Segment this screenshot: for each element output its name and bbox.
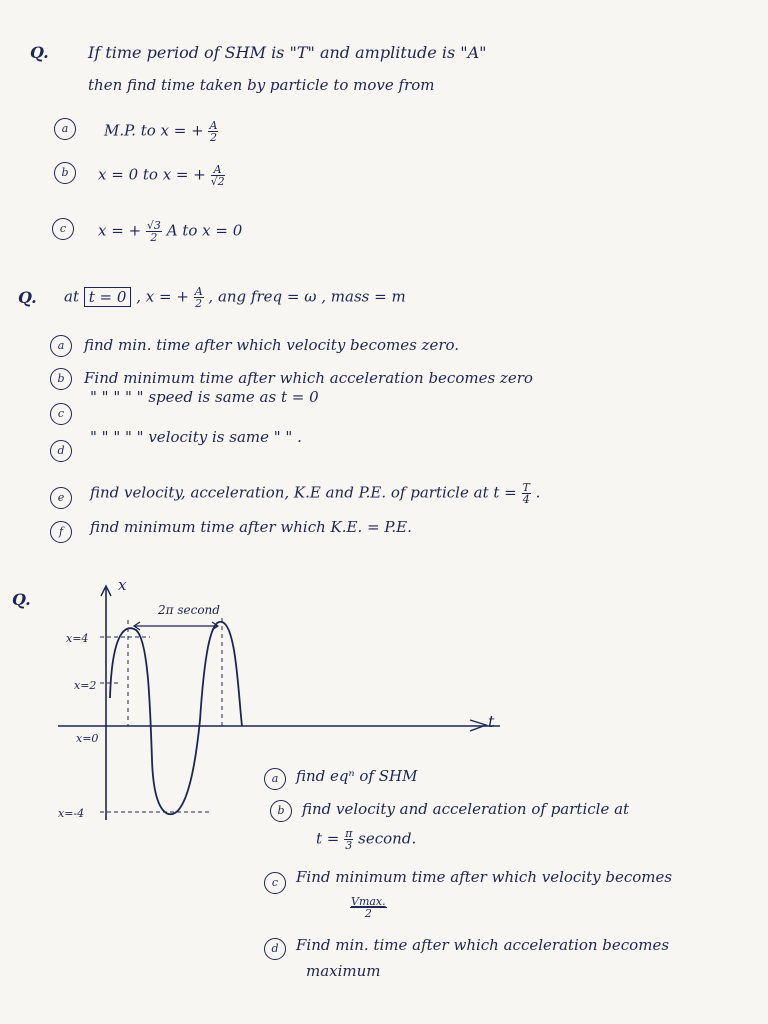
y-axis-label: x xyxy=(118,576,127,594)
q1-part-b-num: A xyxy=(211,164,225,176)
q1-part-c-den: 2 xyxy=(150,231,158,244)
q2-part-e-prefix: find velocity, acceleration, K.E and P.E. of particle at t = xyxy=(90,483,517,502)
q3-part-b-text: find velocity and acceleration of particle at xyxy=(302,800,630,818)
tick-label-x0: x=0 xyxy=(76,732,99,745)
q3-part-b-time xyxy=(316,828,416,851)
q3-part-a-text: find eqⁿ of SHM xyxy=(296,767,418,785)
q2-cond-pre: , x = + xyxy=(136,287,189,306)
q3-part-c-vmax xyxy=(350,896,387,919)
q2-cond-num: A xyxy=(194,285,203,298)
tick-label-x2: x=2 xyxy=(74,679,97,692)
q3-part-b-time-suffix: second. xyxy=(358,829,417,848)
q1-part-b-fraction xyxy=(211,164,225,187)
question-1-line-2: then find time taken by particle to move from xyxy=(88,76,435,94)
q2-part-a-label: a xyxy=(50,335,72,357)
q1-part-b-den: √2 xyxy=(210,175,225,188)
period-label: 2π second xyxy=(158,603,220,617)
question-2-condition xyxy=(64,286,406,309)
q2-part-e-den: 4 xyxy=(522,493,530,506)
q2-part-d-text: " " " " " velocity is same " " . xyxy=(90,428,302,446)
q2-boxed-t0: t = 0 xyxy=(84,287,132,307)
q1-part-a-den: 2 xyxy=(209,131,217,144)
q2-part-e-fraction xyxy=(522,482,531,505)
q1-part-c-num: √3 xyxy=(146,219,161,232)
q2-part-e-text xyxy=(90,482,540,505)
tick-label-x4: x=4 xyxy=(66,632,89,645)
q1-part-b-label: b xyxy=(54,162,76,184)
q2-cond-den: 2 xyxy=(195,297,203,310)
q3-part-c-den: 2 xyxy=(364,907,372,920)
q1-part-a-label: a xyxy=(54,118,76,140)
q2-part-c-text: " " " " " speed is same as t = 0 xyxy=(90,388,319,406)
q1-part-c-fraction xyxy=(146,220,162,243)
q2-part-b-label: b xyxy=(50,368,72,390)
q2-part-d-label: d xyxy=(50,440,72,462)
q3-part-b-time-prefix: t = xyxy=(316,829,340,848)
tick-label-xneg4: x=-4 xyxy=(58,807,85,820)
q3-part-c-text: Find minimum time after which velocity becomes xyxy=(296,868,673,886)
q1-part-a-prefix: M.P. to x = + xyxy=(104,121,204,140)
q3-part-c-label: c xyxy=(264,872,286,894)
q3-part-a-label: a xyxy=(264,768,286,790)
question-1-marker: Q. xyxy=(30,43,49,62)
q3-part-b-den: 3 xyxy=(345,839,353,852)
q2-part-e-suffix: . xyxy=(535,483,541,502)
q3-part-d-maximum: maximum xyxy=(306,962,381,980)
q3-part-d-text: Find min. time after which acceleration becomes xyxy=(296,936,670,954)
x-axis-label: t xyxy=(488,712,495,731)
q2-cond-post: , ang freq = ω , mass = m xyxy=(208,287,406,306)
q1-part-b-prefix: x = 0 to x = + xyxy=(98,165,206,184)
q1-part-c-label: c xyxy=(52,218,74,240)
q2-part-a-text: find min. time after which velocity becomes zero. xyxy=(84,336,460,354)
q1-part-c-suffix: A to x = 0 xyxy=(166,221,243,240)
q1-part-a-fraction xyxy=(208,120,218,143)
q1-part-b-text xyxy=(98,164,225,187)
q1-part-c-text xyxy=(98,220,242,243)
q2-part-e-label: e xyxy=(50,487,72,509)
q1-part-a-num: A xyxy=(209,119,218,132)
q2-cond-fraction xyxy=(194,286,204,309)
q2-part-f-text: find minimum time after which K.E. = P.E. xyxy=(90,518,412,536)
q2-part-c-label: c xyxy=(50,403,72,425)
question-1-line-1: If time period of SHM is "T" and amplitude is "A" xyxy=(88,43,487,62)
q3-part-c-num: Vmax. xyxy=(351,895,386,908)
q3-part-b-num: π xyxy=(345,827,353,840)
q3-part-b-label: b xyxy=(270,800,292,822)
q2-part-e-num: T xyxy=(522,481,530,494)
question-2-marker: Q. xyxy=(18,288,37,307)
q2-part-b-text: Find minimum time after which acceleration becomes zero xyxy=(84,369,533,387)
q1-part-c-prefix: x = + xyxy=(98,221,142,240)
q3-part-d-label: d xyxy=(264,938,286,960)
q1-part-a-text xyxy=(104,120,218,143)
q3-part-c-fraction xyxy=(350,896,387,919)
question-3-marker: Q. xyxy=(12,590,31,609)
q3-part-b-fraction xyxy=(344,828,353,851)
q2-part-f-label: f xyxy=(50,521,72,543)
q2-at-word: at xyxy=(64,287,79,306)
